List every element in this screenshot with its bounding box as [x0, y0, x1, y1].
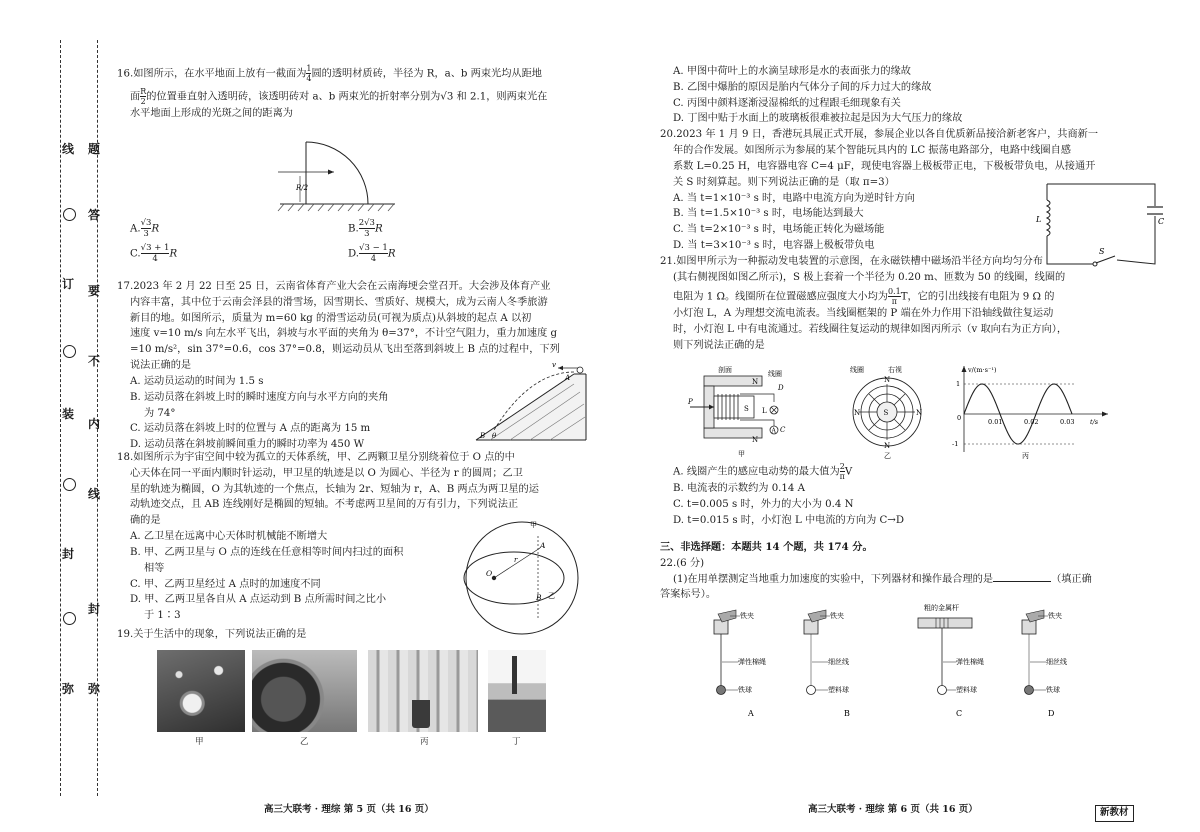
q20-line: 系数 L=0.25 H，电容器电容 C=4 μF，现使电容器上极板带正电，下极板带负电，从接通开: [673, 160, 1096, 172]
binding-label: 装: [62, 407, 75, 421]
q21-magnet-right-view: [842, 362, 932, 460]
pendulum-a: [714, 610, 766, 718]
svg-text:线圈: 线圈: [850, 366, 864, 374]
q17-option-b[interactable]: B. 运动员落在斜坡上时的瞬时速度方向与水平方向的夹角: [130, 391, 389, 403]
svg-text:粗的金属杆: 粗的金属杆: [924, 604, 959, 612]
q21-option-a[interactable]: A. 线圈产生的感应电动势的最大值为 $\frac{2}{\pi}$ V: [673, 462, 853, 481]
q18-line: 确的是: [130, 515, 161, 527]
binding-circle: [63, 208, 76, 221]
q21-line: (其右侧视图如图乙所示)，S 极上套着一个半径为 0.20 m、匝数为 50 的线圈，线圈的: [673, 271, 1066, 283]
binding-label: 内: [88, 417, 101, 431]
q21-b-fraction: $\frac{0.1}{\pi}$: [887, 287, 901, 307]
q22-pendulum-figures: [700, 604, 1100, 722]
svg-text:塑料球: 塑料球: [956, 686, 977, 694]
q19-stem: 19.关于生活中的现象，下列说法正确的是: [117, 629, 307, 640]
page-footer-left: 高三大联考 · 理综 第 5 页（共 16 页）: [264, 804, 434, 815]
q18-line: 心天体在同一平面内顺时针运动，甲卫星的轨迹是以 O 为圆心、半径为 r 的圆周；乙卫: [130, 467, 523, 479]
q21-option-d[interactable]: D. t=0.015 s 时，小灯泡 L 中电流的方向为 C→D: [673, 514, 905, 526]
svg-text:弹性棉绳: 弹性棉绳: [738, 658, 766, 666]
svg-text:乙: 乙: [548, 592, 555, 600]
svg-text:铁球: 铁球: [738, 686, 752, 694]
q18-option-d-cont: 于 1∶3: [144, 610, 181, 622]
q19-option-d[interactable]: D. 丁图中贴于水面上的玻璃板很难被拉起是因为大气压力的缘故: [673, 113, 963, 125]
binding-label: 不: [88, 354, 101, 368]
svg-text:t/s: t/s: [1090, 418, 1099, 426]
q21-line: 则下列说法正确的是: [673, 340, 765, 351]
svg-text:弹性棉绳: 弹性棉绳: [956, 658, 984, 666]
svg-text:塑料球: 塑料球: [828, 686, 849, 694]
svg-text:0.03: 0.03: [1060, 418, 1075, 426]
binding-label: 线: [62, 142, 75, 156]
q18-option-d[interactable]: D. 甲、乙两卫星各自从 A 点运动到 B 点所需时间之比小: [130, 594, 387, 606]
q20-line: 关 S 时刻算起。则下列说法正确的是（取 π=3）: [673, 176, 895, 188]
q18-line: 星的轨迹为椭圆，O 为其轨迹的一个焦点，长轴为 2r、短轴为 r，A、B 两点为两卫星的运: [130, 483, 539, 495]
svg-text:B: B: [480, 432, 486, 440]
svg-text:右视: 右视: [888, 366, 902, 374]
svg-text:D: D: [1048, 709, 1055, 718]
q22-head: 22.(6 分): [660, 557, 705, 569]
svg-text:S: S: [744, 405, 749, 413]
q19-option-b[interactable]: B. 乙图中爆胎的原因是胎内气体分子间的斥力过大的缘故: [673, 81, 932, 93]
q18-line: 18.如图所示为宇宙空间中较为孤立的天体系统，甲、乙两颗卫星分别绕着位于 O 点的中: [117, 452, 515, 463]
svg-text:线圈: 线圈: [768, 370, 782, 378]
q16-stem-part2: 圆的透明材质砖，半径为 R，a、b 两束光均从距地: [311, 68, 542, 80]
svg-text:L: L: [1036, 215, 1042, 224]
photo-water-droplet: [157, 650, 245, 732]
q20-option-b[interactable]: B. 当 t=1.5×10⁻³ s 时，电场能达到最大: [673, 208, 864, 220]
q16-option-c[interactable]: C. $\frac{√3 + 1}{4}$ R: [130, 243, 178, 264]
q17-line: 说法正确的是: [130, 360, 192, 372]
svg-text:N: N: [884, 376, 891, 384]
q17-line: 内容丰富，其中位于云南会泽县的滑雪场，因雪期长、雪质好、规模大，成为云南人冬季旅游: [130, 296, 548, 308]
q16-stem-part3a: 面: [130, 91, 141, 103]
svg-text:剖面: 剖面: [718, 366, 732, 374]
binding-circle: [63, 478, 76, 491]
binding-label: 线: [88, 487, 101, 501]
non-choice-section: [660, 540, 1160, 603]
svg-text:N: N: [884, 442, 891, 450]
q21-line: 时，小灯泡 L 中有电流通过。若线圈往复运动的规律如图丙所示（v 取向右为正方向），: [673, 324, 1068, 336]
photo-capillary-paper: [368, 650, 478, 732]
q16-option-a[interactable]: A. $\frac{√3}{3}$ R: [130, 218, 160, 239]
svg-text:细丝线: 细丝线: [828, 658, 849, 666]
svg-text:铁球: 铁球: [1046, 686, 1060, 694]
left-column: [117, 64, 597, 122]
q16-stem-part3b: 的位置垂直射入透明砖，该透明砖对 a、b 两束光的折射率分别为√3 和 2.1，则两束光在: [146, 91, 548, 103]
photo-glass-on-water: [488, 650, 546, 732]
q20-option-d[interactable]: D. 当 t=3×10⁻³ s 时，电容器上极板带负电: [673, 239, 875, 251]
q17-option-c[interactable]: C. 运动员落在斜坡上时的位置与 A 点的距离为 15 m: [130, 423, 371, 435]
q16-stem-part4: 水平地面上形成的光斑之间的距离为: [130, 108, 293, 119]
svg-text:N: N: [752, 436, 759, 444]
svg-text:B: B: [536, 593, 542, 602]
binding-label: 答: [88, 208, 101, 222]
q17-option-a[interactable]: A. 运动员运动的时间为 1.5 s: [130, 375, 264, 387]
svg-text:C: C: [780, 426, 786, 434]
binding-label: 题: [88, 142, 101, 156]
q21-line: 小灯泡 L，A 为理想交流电流表。当线圈框架的 P 端在外力作用下沿轴线做往复运动: [673, 308, 1054, 320]
svg-text:A: A: [565, 374, 571, 382]
svg-text:v: v: [552, 362, 556, 369]
q19-option-a[interactable]: A. 甲图中荷叶上的水滴呈球形是水的表面张力的缘故: [673, 66, 911, 77]
q17-option-d[interactable]: D. 运动员落在斜坡前瞬间重力的瞬时功率为 450 W: [130, 439, 365, 451]
svg-text:N: N: [752, 378, 759, 386]
q17-line: =10 m/s²，sin 37°=0.6，cos 37°=0.8，则运动员从飞出至落到斜坡上 B 点的过程中，下列: [130, 344, 560, 356]
answer-blank[interactable]: [993, 581, 1051, 582]
q16-option-b[interactable]: B. $\frac{2√3}{3}$ R: [348, 218, 383, 239]
q18-option-c[interactable]: C. 甲、乙两卫星经过 A 点时的加速度不同: [130, 578, 321, 590]
q17-line: 新目的地。如图所示，质量为 m=60 kg 的滑雪运动员(可视为质点)从斜坡的起点 A 以初: [130, 312, 532, 324]
svg-text:细丝线: 细丝线: [1046, 658, 1067, 666]
svg-text:1: 1: [956, 380, 961, 388]
svg-text:v/(m·s⁻¹): v/(m·s⁻¹): [968, 366, 997, 374]
q19-option-c[interactable]: C. 丙图中颜料逐渐浸湿棉纸的过程跟毛细现象有关: [673, 97, 901, 109]
q18-option-a[interactable]: A. 乙卫星在远离中心天体时机械能不断增大: [130, 531, 328, 543]
svg-text:甲: 甲: [738, 450, 745, 458]
q17-line: 17.2023 年 2 月 22 日至 25 日，云南省体育产业大会在云南海埂会堂召开。大会涉及体育产业: [117, 281, 551, 292]
svg-text:S: S: [1099, 247, 1105, 256]
binding-label: 封: [62, 547, 75, 561]
new-textbook-badge: 新教材: [1095, 805, 1134, 822]
svg-text:铁夹: 铁夹: [740, 612, 754, 620]
binding-label: 封: [88, 602, 101, 616]
q21-line: 21.如图甲所示为一种振动发电装置的示意图，在永磁铁槽中磁场沿半径方向均匀分布: [660, 255, 1043, 267]
photo-caption: 乙: [300, 737, 309, 747]
q18-orbit-figure: [442, 518, 602, 636]
q20-line: 20.2023 年 1 月 9 日，香港玩具展正式开展，参展企业以各自优质新品接洽新老客户，共商新一: [660, 129, 1099, 141]
svg-text:L: L: [762, 407, 767, 415]
svg-text:O: O: [486, 569, 493, 578]
q20-lc-circuit-figure: [1035, 176, 1167, 274]
q18-line: 动轨迹交点，且 AB 连线刚好是椭圆的短轴。不考虑两卫星间的万有引力，下列说法正: [130, 499, 519, 511]
page-footer-right: 高三大联考 · 理综 第 6 页（共 16 页）: [808, 804, 978, 815]
q20-option-a[interactable]: A. 当 t=1×10⁻³ s 时，电路中电流方向为逆时针方向: [673, 192, 915, 204]
q17-option-b-cont: 为 74°: [144, 407, 176, 419]
svg-text:0.01: 0.01: [988, 418, 1003, 426]
svg-text:C: C: [956, 709, 963, 718]
q16-options: [130, 218, 570, 264]
photo-caption: 甲: [195, 737, 204, 747]
q17-line: 速度 v=10 m/s 向左水平飞出，斜坡与水平面的夹角为 θ=37°，不计空气阻力，重力加速度 g: [130, 328, 558, 340]
q16-fig-label: R/2: [296, 184, 309, 192]
q21-option-b[interactable]: B. 电流表的示数约为 0.14 A: [673, 483, 805, 494]
svg-text:0.02: 0.02: [1024, 418, 1039, 426]
q16-option-d[interactable]: D. $\frac{√3 - 1}{4}$ R: [348, 243, 396, 264]
svg-text:P: P: [688, 398, 693, 406]
photo-flat-tire: [252, 650, 357, 732]
svg-text:θ: θ: [492, 432, 497, 440]
svg-text:A: A: [748, 709, 754, 718]
question-19: [117, 627, 602, 643]
binding-label: 弥: [62, 682, 75, 696]
svg-text:-1: -1: [952, 440, 959, 448]
svg-text:铁夹: 铁夹: [1048, 612, 1062, 620]
pendulum-b: [804, 610, 850, 718]
q16-quarter-circle-figure: [270, 138, 400, 214]
binding-label: 要: [88, 284, 101, 298]
spring-scale-shape: [512, 656, 517, 694]
binding-label: 弥: [88, 682, 101, 696]
pendulum-d: [1022, 610, 1067, 718]
q16-fraction: $\frac{1}{4}$: [306, 64, 312, 83]
svg-text:C: C: [1158, 217, 1165, 226]
svg-text:丙: 丙: [1022, 452, 1029, 460]
photo-caption: 丙: [420, 737, 429, 747]
q21-velocity-graph: [952, 362, 1112, 460]
photo-caption: 丁: [512, 737, 521, 747]
binding-circle: [63, 612, 76, 625]
svg-text:乙: 乙: [884, 452, 891, 460]
q21-options: [673, 462, 1163, 528]
section-heading: 三、非选择题：本题共 14 个题，共 174 分。: [660, 541, 873, 553]
q18-option-b[interactable]: B. 甲、乙两卫星与 O 点的连线在任意相等时间内扫过的面积: [130, 546, 404, 558]
svg-text:0: 0: [957, 414, 962, 422]
question-16: [117, 64, 597, 122]
q21-option-c[interactable]: C. t=0.005 s 时，外力的大小为 0.4 N: [673, 498, 854, 510]
q16-r-fraction: $\frac{R}{2}$: [140, 87, 147, 106]
beaker-shape: [412, 700, 430, 728]
svg-text:r: r: [514, 556, 518, 564]
q18-option-b-cont: 相等: [144, 562, 165, 574]
q22-line: 答案标号）。: [660, 589, 717, 601]
svg-text:A: A: [540, 541, 546, 550]
q20-option-c[interactable]: C. 当 t=2×10⁻³ s 时，电场能正转化为磁场能: [673, 224, 885, 236]
q22-line: (1)在用单摆测定当地重力加速度的实验中，下列器材和操作最合理的是 （填正确: [673, 573, 1092, 585]
svg-text:D: D: [778, 384, 784, 392]
svg-text:N: N: [854, 409, 861, 417]
q16-stem-part1: 16.如图所示，在水平地面上放有一截面为: [117, 68, 307, 80]
svg-text:B: B: [844, 709, 850, 718]
q17-ski-slope-figure: [470, 362, 610, 444]
q21-generator-cross-section: [686, 362, 798, 460]
svg-text:甲: 甲: [530, 521, 537, 529]
q21-line: 电阻为 1 Ω。线圈所在位置磁感应强度大小均为 $\frac{0.1}{\pi}$ T，它的引出线接有电阻为 9 Ω 的: [673, 287, 1055, 307]
binding-dashed-line-outer: [60, 40, 61, 796]
binding-circle: [63, 345, 76, 358]
svg-text:S: S: [883, 409, 889, 417]
svg-text:N: N: [916, 409, 923, 417]
svg-text:铁夹: 铁夹: [830, 612, 844, 620]
pendulum-c: [918, 604, 984, 718]
svg-text:A: A: [771, 427, 776, 435]
binding-label: 订: [62, 277, 75, 291]
q20-line: 年的合作发展。如图所示为参展的某个智能玩具内的 LC 振荡电路部分，电路中线圈自感: [673, 145, 1071, 157]
binding-margin: [0, 0, 108, 832]
